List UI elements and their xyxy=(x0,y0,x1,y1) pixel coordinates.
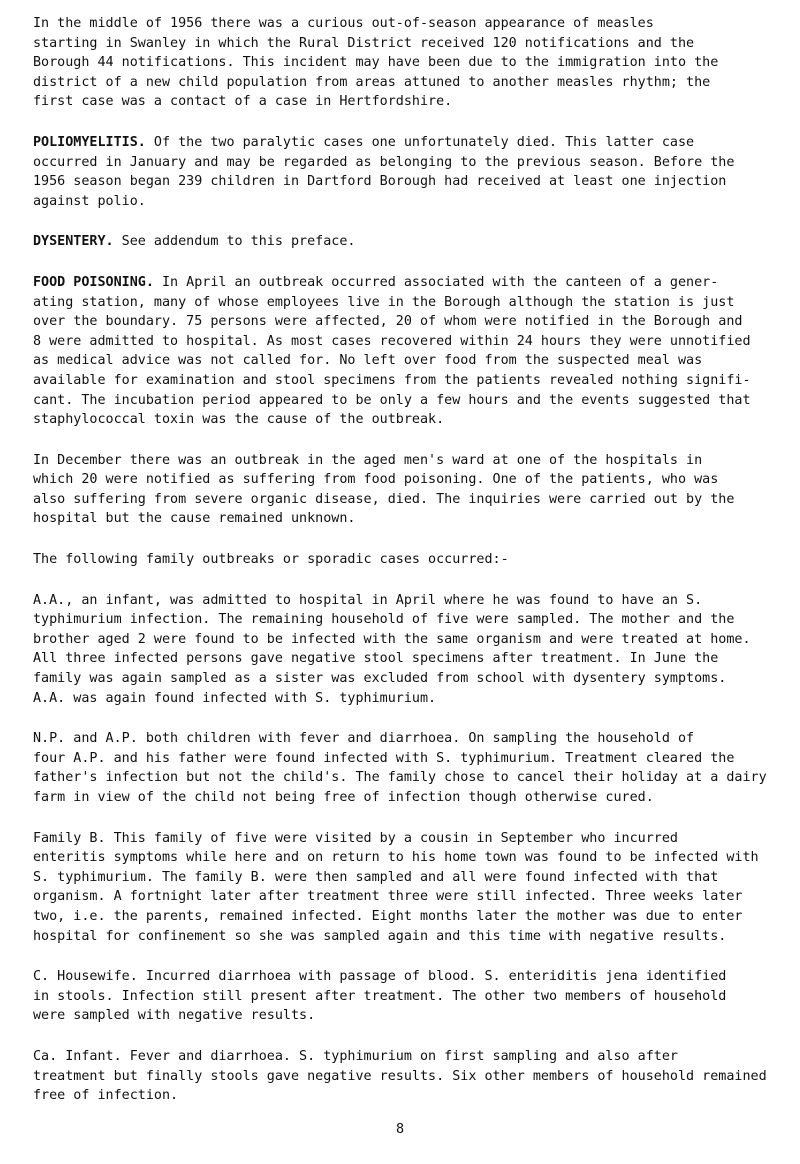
paragraph-case-family-b xyxy=(33,829,773,947)
paragraph-text: Family B. This family of five were visited by a cousin in September who incurred enteritis symptoms while here and on return to his home town was found to be infected with S. typhimurium. The family B. were then sampled and all were found infected with that organism. A fortnight later after treatment three were still infected. Three weeks later two, i.e. the parents, remained infected. Eight months later the mother was due to enter hospital for confinement so she was sampled again and this time with negative results. xyxy=(33,830,759,944)
page-number: 8 xyxy=(395,1122,405,1137)
paragraph-text: The following family outbreaks or sporadic cases occurred:- xyxy=(33,552,509,568)
paragraph-text: In the middle of 1956 there was a curious out-of-season appearance of measles starting in Swanley in which the Rural District received 120 notifications and the Borough 44 notifications. This incident may have been due to the immigration into the district of a new child population from areas attuned to another measles rhythm; the first case was a contact of a case in Hertfordshire. xyxy=(33,16,719,110)
section-heading-food-poisoning: FOOD POISONING. xyxy=(33,274,154,290)
paragraph-text: C. Housewife. Incurred diarrhoea with passage of blood. S. enteriditis jena identified in stools. Infection still present after treatment. The other two members of household were sampled with negative results. xyxy=(33,969,727,1024)
paragraph-december-outbreak xyxy=(33,451,773,529)
paragraph-measles xyxy=(33,14,773,112)
paragraph-text: In December there was an outbreak in the aged men's ward at one of the hospitals in which 20 were notified as suffering from food poisoning. One of the patients, who was also suffering from severe organic disease, died. The inquiries were carried out by the hospital but the cause remained unknown. xyxy=(33,452,735,527)
paragraph-poliomyelitis xyxy=(33,133,773,211)
paragraph-text: Ca. Infant. Fever and diarrhoea. S. typhimurium on first sampling and also after treatment but finally stools gave negative results. Six other members of household remained free of infection. xyxy=(33,1048,767,1104)
paragraph-case-ca-infant xyxy=(33,1047,773,1106)
paragraph-text: N.P. and A.P. both children with fever and diarrhoea. On sampling the household of four A.P. and his father were found infected with S. typhimurium. Treatment cleared the father's infection but not the child's. The family chose to cancel their holiday at a dairy farm in view of the child not being free of infection though otherwise cured. xyxy=(33,731,767,805)
paragraph-case-aa xyxy=(33,591,773,709)
paragraph-food-poisoning xyxy=(33,273,773,430)
paragraph-text: A.A., an infant, was admitted to hospital in April where he was found to have an S. typhimurium infection. The remaining household of five were sampled. The mother and the brother aged 2 were found to be infected with the same organism and were treated at home. All three infected persons gave negative stool specimens after treatment. In June the family was again sampled as a sister was excluded from school with dysentery symptoms. A.A. was again found infected with S. typhimurium. xyxy=(33,592,751,706)
paragraph-text: Of the two paralytic cases one unfortunately died. This latter case occurred in January and may be regarded as belonging to the previous season. Before the 1956 season began 239 children in Dartford Borough had received at least one injection against polio. xyxy=(33,134,735,209)
paragraph-case-c-housewife xyxy=(33,967,773,1026)
paragraph-text: In April an outbreak occurred associated with the canteen of a gener- ating station, many of whose employees live in the Borough although the station is just over the boundary. 75 persons were affected, 20 of whom were notified in the Borough and 8 were admitted to hospital. As most cases recovered within 24 hours they were unnotified as medical advice was not called for. No left over food from the suspected meal was available for examination and stool specimens from the patients revealed nothing signifi- cant. The incubation period appeared to be only a few hours and the events suggested that staphylococcal toxin was the cause of the outbreak. xyxy=(33,274,751,428)
section-heading-poliomyelitis: POLIOMYELITIS. xyxy=(33,134,146,150)
paragraph-case-np-ap xyxy=(33,729,773,807)
paragraph-dysentery xyxy=(33,232,773,252)
paragraph-family-outbreaks-intro xyxy=(33,550,773,570)
paragraph-text: See addendum to this preface. xyxy=(113,234,356,250)
section-heading-dysentery: DYSENTERY. xyxy=(33,234,114,250)
document-page xyxy=(33,14,773,1127)
